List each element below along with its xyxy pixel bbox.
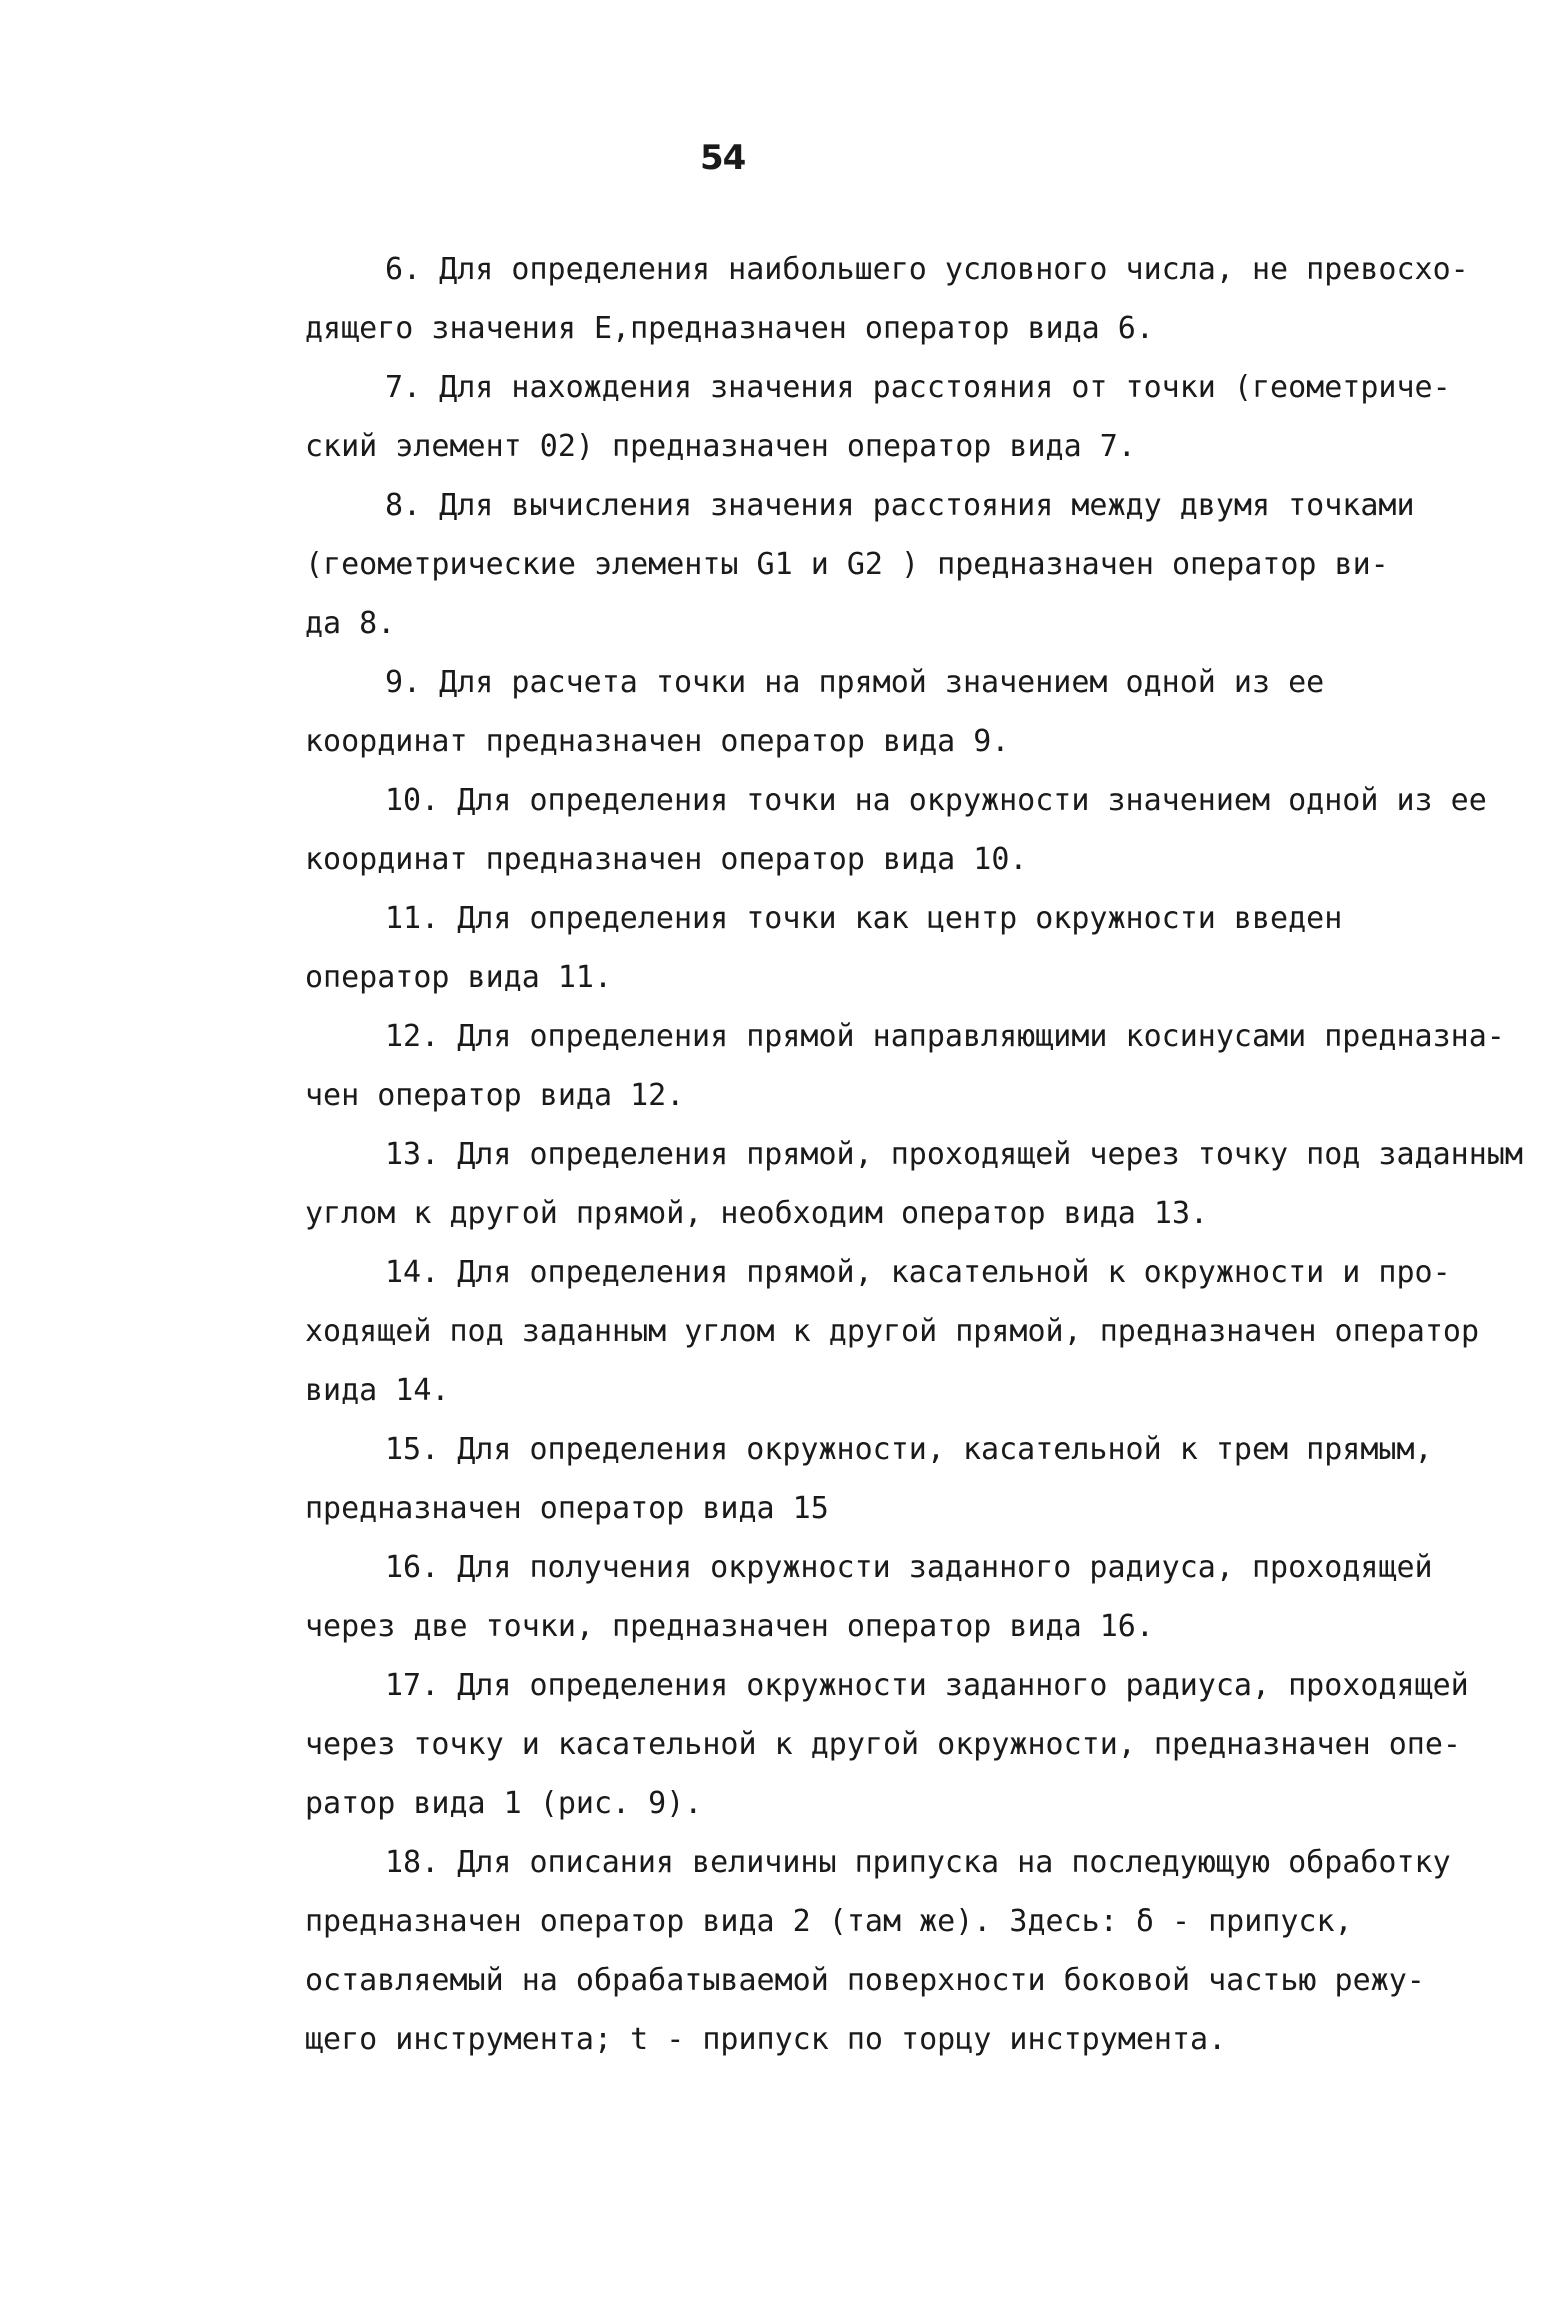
paragraph-14 — [305, 1243, 1479, 1420]
paragraph-line: углом к другой прямой, необходим оператор вида 13. — [305, 1196, 1209, 1231]
paragraph-line: 15. Для определения окружности, касательной к трем прямым, — [385, 1432, 1433, 1467]
paragraph-line: ский элемент 02) предназначен оператор вида 7. — [305, 429, 1136, 464]
paragraph-line: чен оператор вида 12. — [305, 1078, 685, 1113]
paragraph-line: 10. Для определения точки на окружности значением одной из ее — [385, 783, 1487, 818]
paragraph-18 — [305, 1833, 1465, 2069]
paragraph-line: координат предназначен оператор вида 9. — [305, 724, 1010, 759]
paragraph-7 — [305, 358, 1465, 476]
paragraph-line: 17. Для определения окружности заданного радиуса, проходящей — [385, 1668, 1469, 1703]
paragraph-line: 12. Для определения прямой направляющими косинусами предназна- — [385, 1019, 1505, 1054]
paragraph-line: да 8. — [305, 606, 396, 641]
paragraph-8 — [305, 476, 1465, 653]
paragraph-15 — [305, 1420, 1465, 1538]
paragraph-line: 9. Для расчета точки на прямой значением одной из ее — [385, 665, 1325, 700]
paragraph-line: через точку и касательной к другой окружности, предназначен опе- — [305, 1727, 1461, 1762]
paragraph-line: 6. Для определения наибольшего условного числа, не превосхо- — [385, 252, 1469, 287]
paragraph-line: предназначен оператор вида 15 — [305, 1491, 829, 1526]
paragraph-9 — [305, 653, 1465, 771]
paragraph-13 — [305, 1125, 1523, 1243]
paragraph-line: 7. Для нахождения значения расстояния от точки (геометриче- — [385, 370, 1451, 405]
paragraph-11 — [305, 889, 1465, 1007]
paragraph-line: (геометрические элементы G1 и G2 ) предназначен оператор ви- — [305, 547, 1389, 582]
paragraph-line: оператор вида 11. — [305, 960, 613, 995]
paragraph-line: ратор вида 1 (рис. 9). — [305, 1786, 703, 1821]
paragraph-12 — [305, 1007, 1505, 1125]
paragraph-line: 16. Для получения окружности заданного радиуса, проходящей — [385, 1550, 1433, 1585]
paragraph-17 — [305, 1656, 1469, 1833]
paragraph-line: 8. Для вычисления значения расстояния между двумя точками — [385, 488, 1415, 523]
body-text — [305, 240, 1523, 2069]
paragraph-line: дящего значения E,предназначен оператор вида 6. — [305, 311, 1154, 346]
paragraph-16 — [305, 1538, 1465, 1656]
paragraph-line: координат предназначен оператор вида 10. — [305, 842, 1028, 877]
paragraph-line: через две точки, предназначен оператор вида 16. — [305, 1609, 1154, 1644]
paragraph-line: ходящей под заданным углом к другой прямой, предназначен оператор — [305, 1314, 1479, 1349]
paragraph-10 — [305, 771, 1487, 889]
paragraph-line: 13. Для определения прямой, проходящей через точку под заданным — [385, 1137, 1523, 1172]
paragraph-line: щего инструмента; t - припуск по торцу инструмента. — [305, 2022, 1227, 2057]
paragraph-line: 18. Для описания величины припуска на последующую обработку — [385, 1845, 1451, 1880]
paragraph-line: оставляемый на обрабатываемой поверхности боковой частью режу- — [305, 1963, 1425, 1998]
paragraph-line: вида 14. — [305, 1373, 450, 1408]
paragraph-line: предназначен оператор вида 2 (там же). Здесь: δ - припуск, — [305, 1904, 1353, 1939]
page-number: 54 — [700, 138, 746, 178]
paragraph-6 — [305, 240, 1469, 358]
paragraph-line: 11. Для определения точки как центр окружности введен — [385, 901, 1343, 936]
paragraph-line: 14. Для определения прямой, касательной к окружности и про- — [385, 1255, 1451, 1290]
